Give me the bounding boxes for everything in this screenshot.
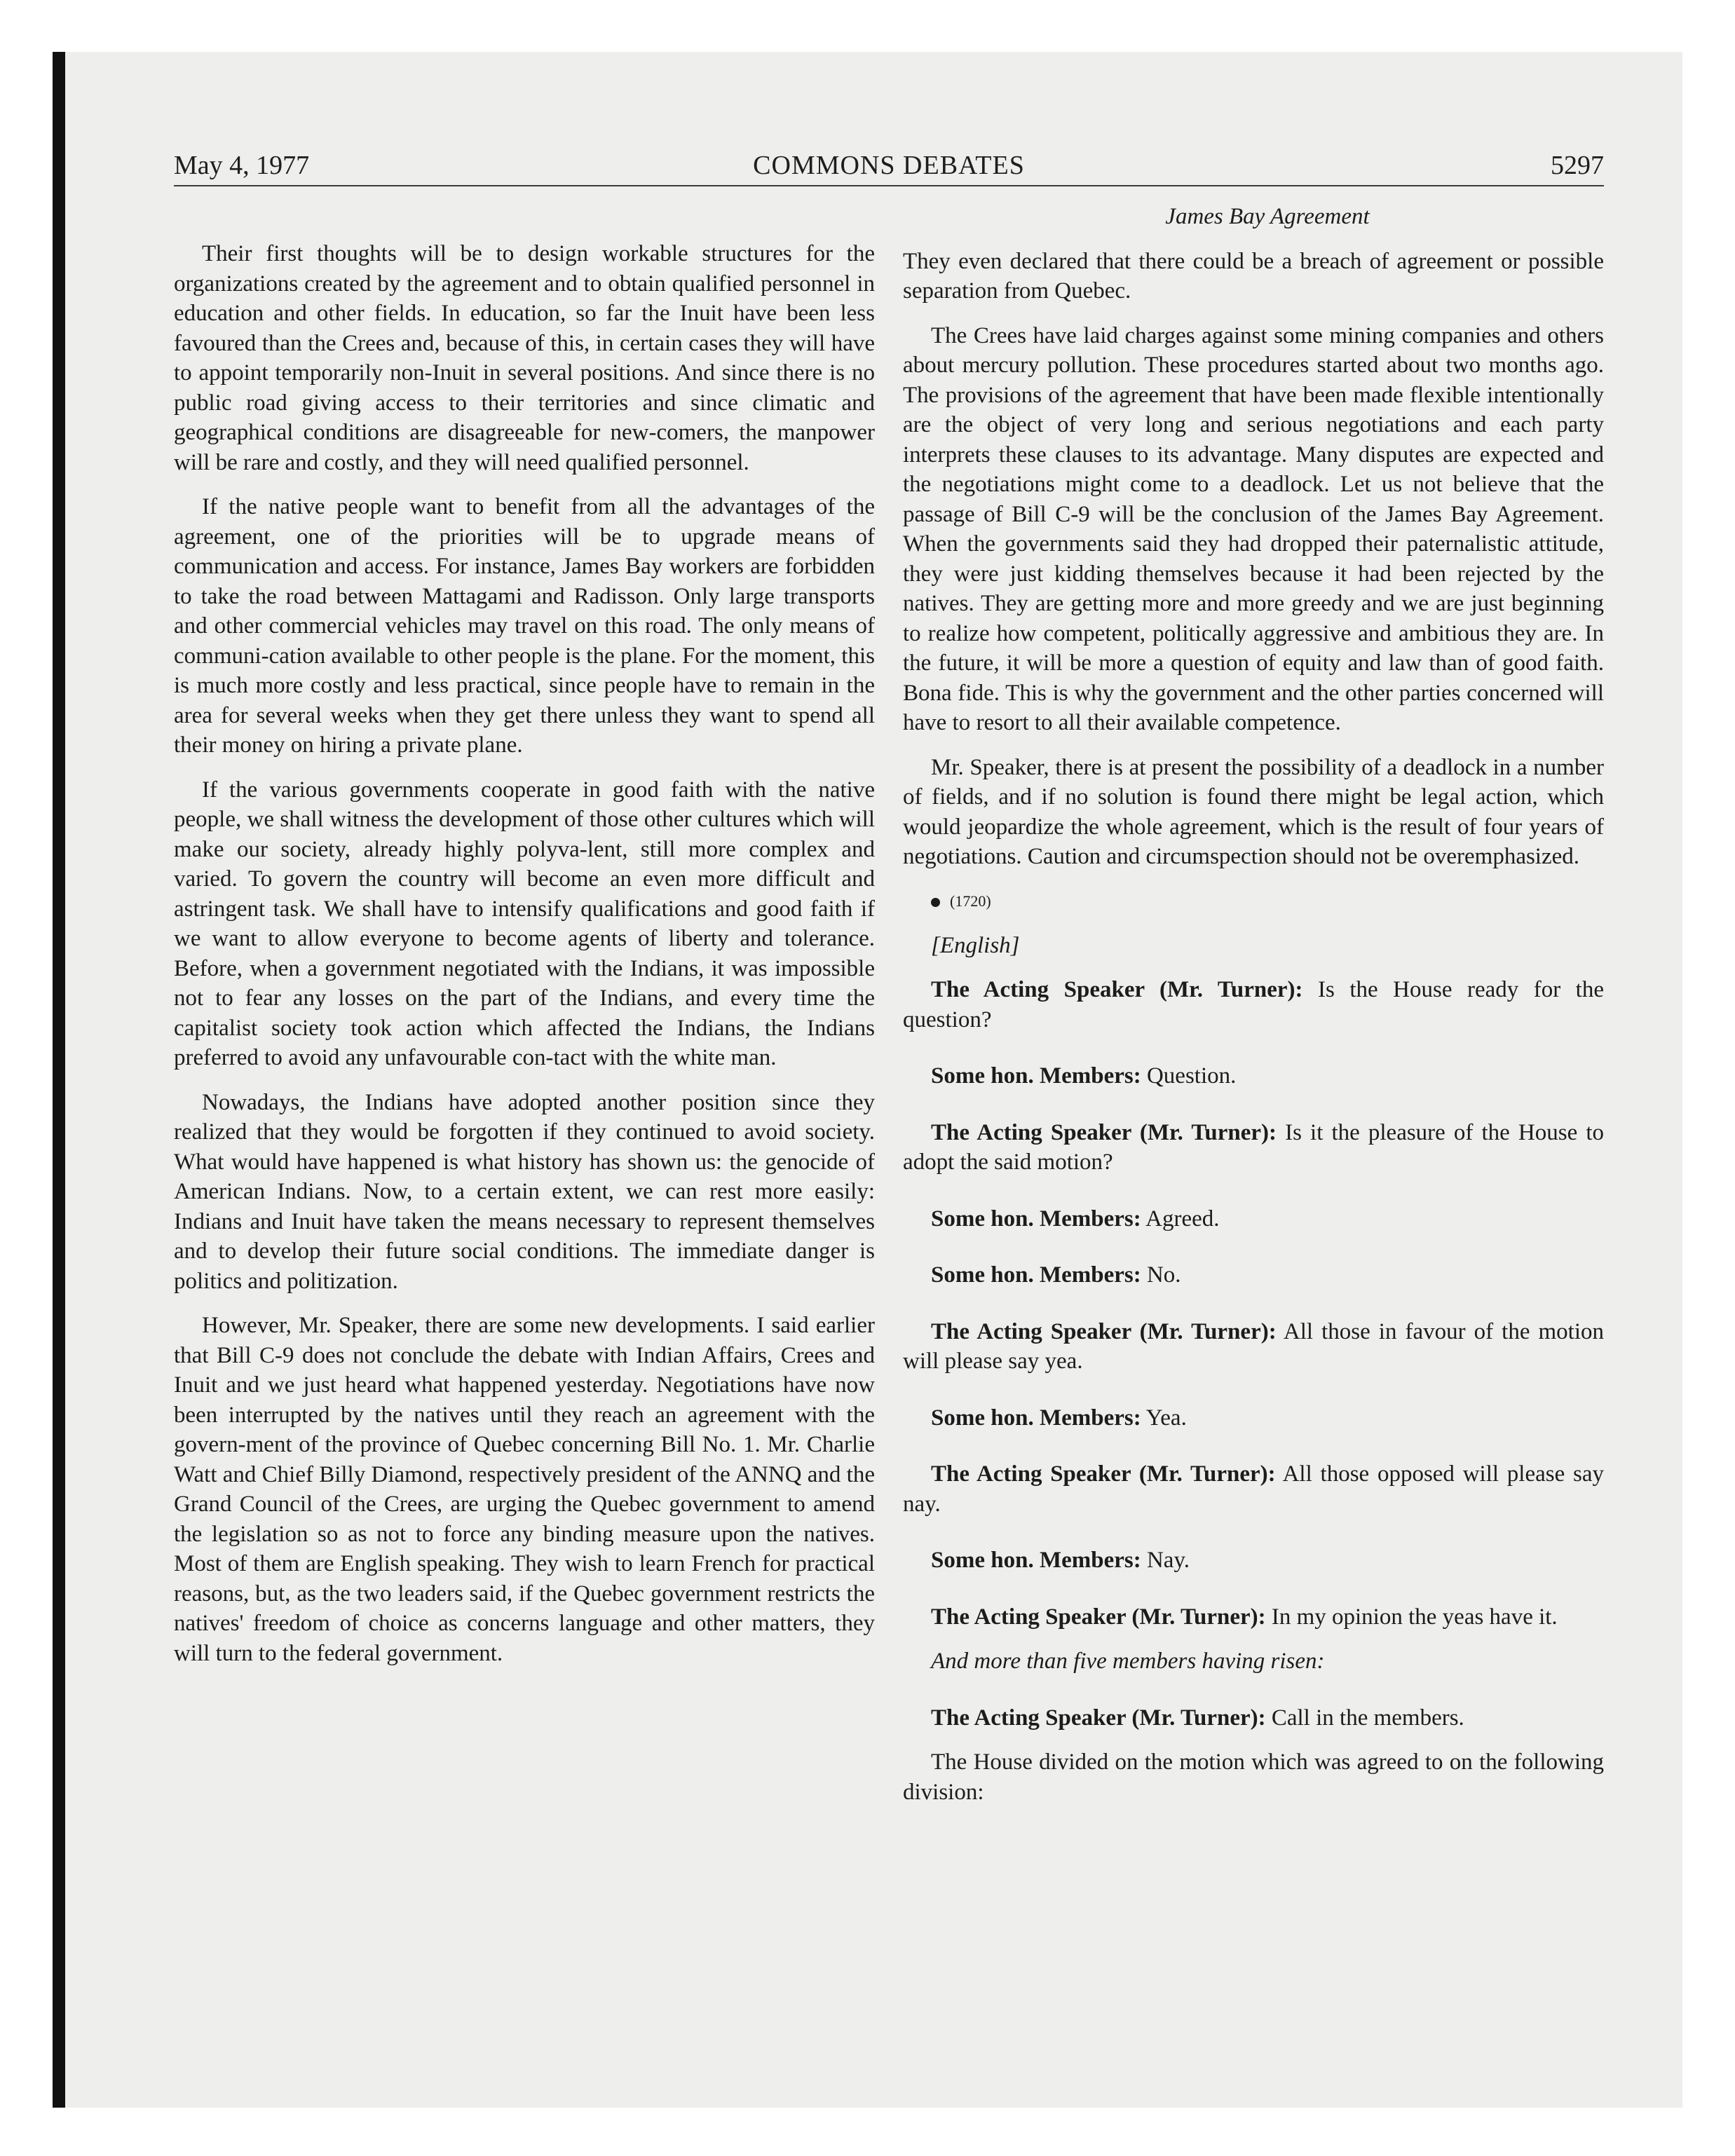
header-page-number: 5297 bbox=[1551, 151, 1604, 180]
speech-text: All those in favour of the motion will please say yea. bbox=[903, 1318, 1604, 1374]
paragraph: If the native people want to benefit from all the advantages of the agreement, one of the priorities will be to upgrade means of communication and access. For instance, James Bay workers are forbidden to take the road between Mattagami and Radisson. Only large transports and other commercial vehicles may travel on this road. The only means of communi-cation available to other people is the plane. For the moment, this is much more costly and less practical, since people have to remain in the area for several weeks when they get there unless they want to spend all their money on hiring a private plane. bbox=[174, 494, 875, 758]
header-date: May 4, 1977 bbox=[174, 151, 310, 180]
speaker-name: The Acting Speaker (Mr. Turner): bbox=[931, 977, 1303, 1002]
paragraph: Their first thoughts will be to design workable structures for the organizations created by the agreement and to obtain qualified personnel in education and other fields. In education, so far the Inuit have been less favoured than the Crees and, because of this, in certain cases they will have to appoint temporarily non-Inuit in several positions. And since there is no public road giving access to their territories and since climatic and geographical conditions are disagreeable for new-comers, the manpower will be rare and costly, and they will need qualified personnel. bbox=[174, 241, 875, 475]
exchange bbox=[903, 1118, 1604, 1178]
speech-text: All those opposed will please say nay. bbox=[903, 1461, 1604, 1517]
speaker-name: Some hon. Members: bbox=[931, 1405, 1141, 1431]
speech-text: Agreed. bbox=[1141, 1206, 1220, 1231]
speech-text: In my opinion the yeas have it. bbox=[1265, 1604, 1558, 1630]
binding-edge bbox=[53, 52, 65, 2108]
speech-text: Nay. bbox=[1141, 1548, 1190, 1573]
exchange bbox=[903, 1546, 1604, 1576]
exchange bbox=[903, 1459, 1604, 1519]
page-header bbox=[174, 146, 1604, 185]
language-tag: [English] bbox=[931, 932, 1020, 958]
speech-text: Question. bbox=[1141, 1063, 1237, 1089]
exchange bbox=[903, 1602, 1604, 1632]
exchange bbox=[903, 1061, 1604, 1091]
running-head: James Bay Agreement bbox=[1165, 204, 1370, 229]
bullet-dot-icon bbox=[931, 898, 940, 907]
paragraph: The Crees have laid charges against some mining companies and others about mercury pollution. These procedures started about two months ago. The provisions of the agreement that have been made flexible intentionally are the object of very long and serious negotiations and each party interprets these clauses to its advantage. Many disputes are expected and the negotiations might come to a deadlock. Let us not believe that the passage of Bill C-9 will be the conclusion of the James Bay Agreement. When the governments said they had dropped their paternalistic attitude, they were just kidding themselves because it had been rejected by the natives. They are getting more and more greedy and we are just beginning to realize how competent, politically aggressive and ambitious they are. In the future, it will be more a question of equity and law than of good faith. Bona fide. This is why the government and the other parties concerned will have to resort to all their available competence. bbox=[903, 322, 1604, 735]
exchange bbox=[903, 1703, 1604, 1733]
exchange bbox=[903, 1204, 1604, 1234]
speaker-name: The Acting Speaker (Mr. Turner): bbox=[931, 1705, 1266, 1731]
paragraph-continuation: They even declared that there could be a breach of agreement or possible separation from Quebec. bbox=[903, 248, 1604, 303]
right-column bbox=[903, 202, 1604, 1822]
exchange bbox=[903, 975, 1604, 1035]
header-rule bbox=[174, 185, 1604, 186]
speaker-name: Some hon. Members: bbox=[931, 1262, 1141, 1288]
exchange bbox=[903, 1403, 1604, 1433]
speaker-name: The Acting Speaker (Mr. Turner): bbox=[931, 1461, 1276, 1487]
paragraph: Nowadays, the Indians have adopted another position since they realized that they would be forgotten if they continued to avoid society. What would have happened is what history has shown us: the genocide of American Indians. Now, to a certain extent, we can rest more easily: Indians and Inuit have taken the means necessary to represent themselves and to develop their future social conditions. The immediate danger is politics and politization. bbox=[174, 1089, 875, 1294]
paragraph: However, Mr. Speaker, there are some new developments. I said earlier that Bill C-9 does not conclude the debate with Indian Affairs, Crees and Inuit and we just heard what happened yesterday. Negotiations have now been interrupted by the natives until they reach an agreement with the govern-ment of the province of Quebec concerning Bill No. 1. Mr. Charlie Watt and Chief Billy Diamond, respectively president of the ANNQ and the Grand Council of the Crees, are urging the Quebec government to amend the legislation so as not to force any binding measure upon the natives. Most of them are English speaking. They wish to learn French for practical reasons, but, as the two leaders said, if the Quebec government restricts the natives' freedom of choice as concerns language and other matters, they will turn to the federal government. bbox=[174, 1313, 875, 1666]
speaker-name: The Acting Speaker (Mr. Turner): bbox=[931, 1119, 1277, 1145]
stage-direction: And more than five members having risen: bbox=[931, 1649, 1325, 1674]
left-column bbox=[174, 202, 875, 1683]
speaker-name: Some hon. Members: bbox=[931, 1206, 1141, 1231]
speaker-name: The Acting Speaker (Mr. Turner): bbox=[931, 1318, 1277, 1344]
speech-text: Call in the members. bbox=[1265, 1705, 1464, 1731]
paragraph: Mr. Speaker, there is at present the possibility of a deadlock in a number of fields, and if no solution is found there might be legal action, which would jeopardize the whole agreement, which is the result of four years of negotiations. Caution and circumspection should not be overemphasized. bbox=[903, 754, 1604, 869]
speech-text: Is it the pleasure of the House to adopt the said motion? bbox=[903, 1119, 1604, 1175]
header-title: COMMONS DEBATES bbox=[753, 151, 1025, 180]
time-marker bbox=[903, 887, 1604, 916]
speaker-name: The Acting Speaker (Mr. Turner): bbox=[931, 1604, 1266, 1630]
exchange bbox=[903, 1260, 1604, 1290]
exchange bbox=[903, 1317, 1604, 1377]
speech-text: Is the House ready for the question? bbox=[903, 977, 1604, 1032]
speech-text: Yea. bbox=[1141, 1405, 1187, 1431]
speaker-name: Some hon. Members: bbox=[931, 1548, 1141, 1573]
speech-text: No. bbox=[1141, 1262, 1181, 1288]
time-marker-label: (1720) bbox=[950, 892, 991, 910]
paragraph: The House divided on the motion which was agreed to on the following division: bbox=[903, 1749, 1604, 1805]
speaker-name: Some hon. Members: bbox=[931, 1063, 1141, 1089]
paragraph: If the various governments cooperate in good faith with the native people, we shall witness the development of those other cultures which will make our society, already highly polyva-lent, still more complex and varied. To govern the country will become an even more difficult and astringent task. We shall have to intensify qualifications and good faith if we want to allow everyone to become agents of liberty and tolerance. Before, when a government negotiated with the Indians, it was impossible not to fear any losses on the part of the Indians, and every time the capitalist society took action which affected the Indians, the Indians preferred to avoid any unfavourable con-tact with the white man. bbox=[174, 777, 875, 1070]
